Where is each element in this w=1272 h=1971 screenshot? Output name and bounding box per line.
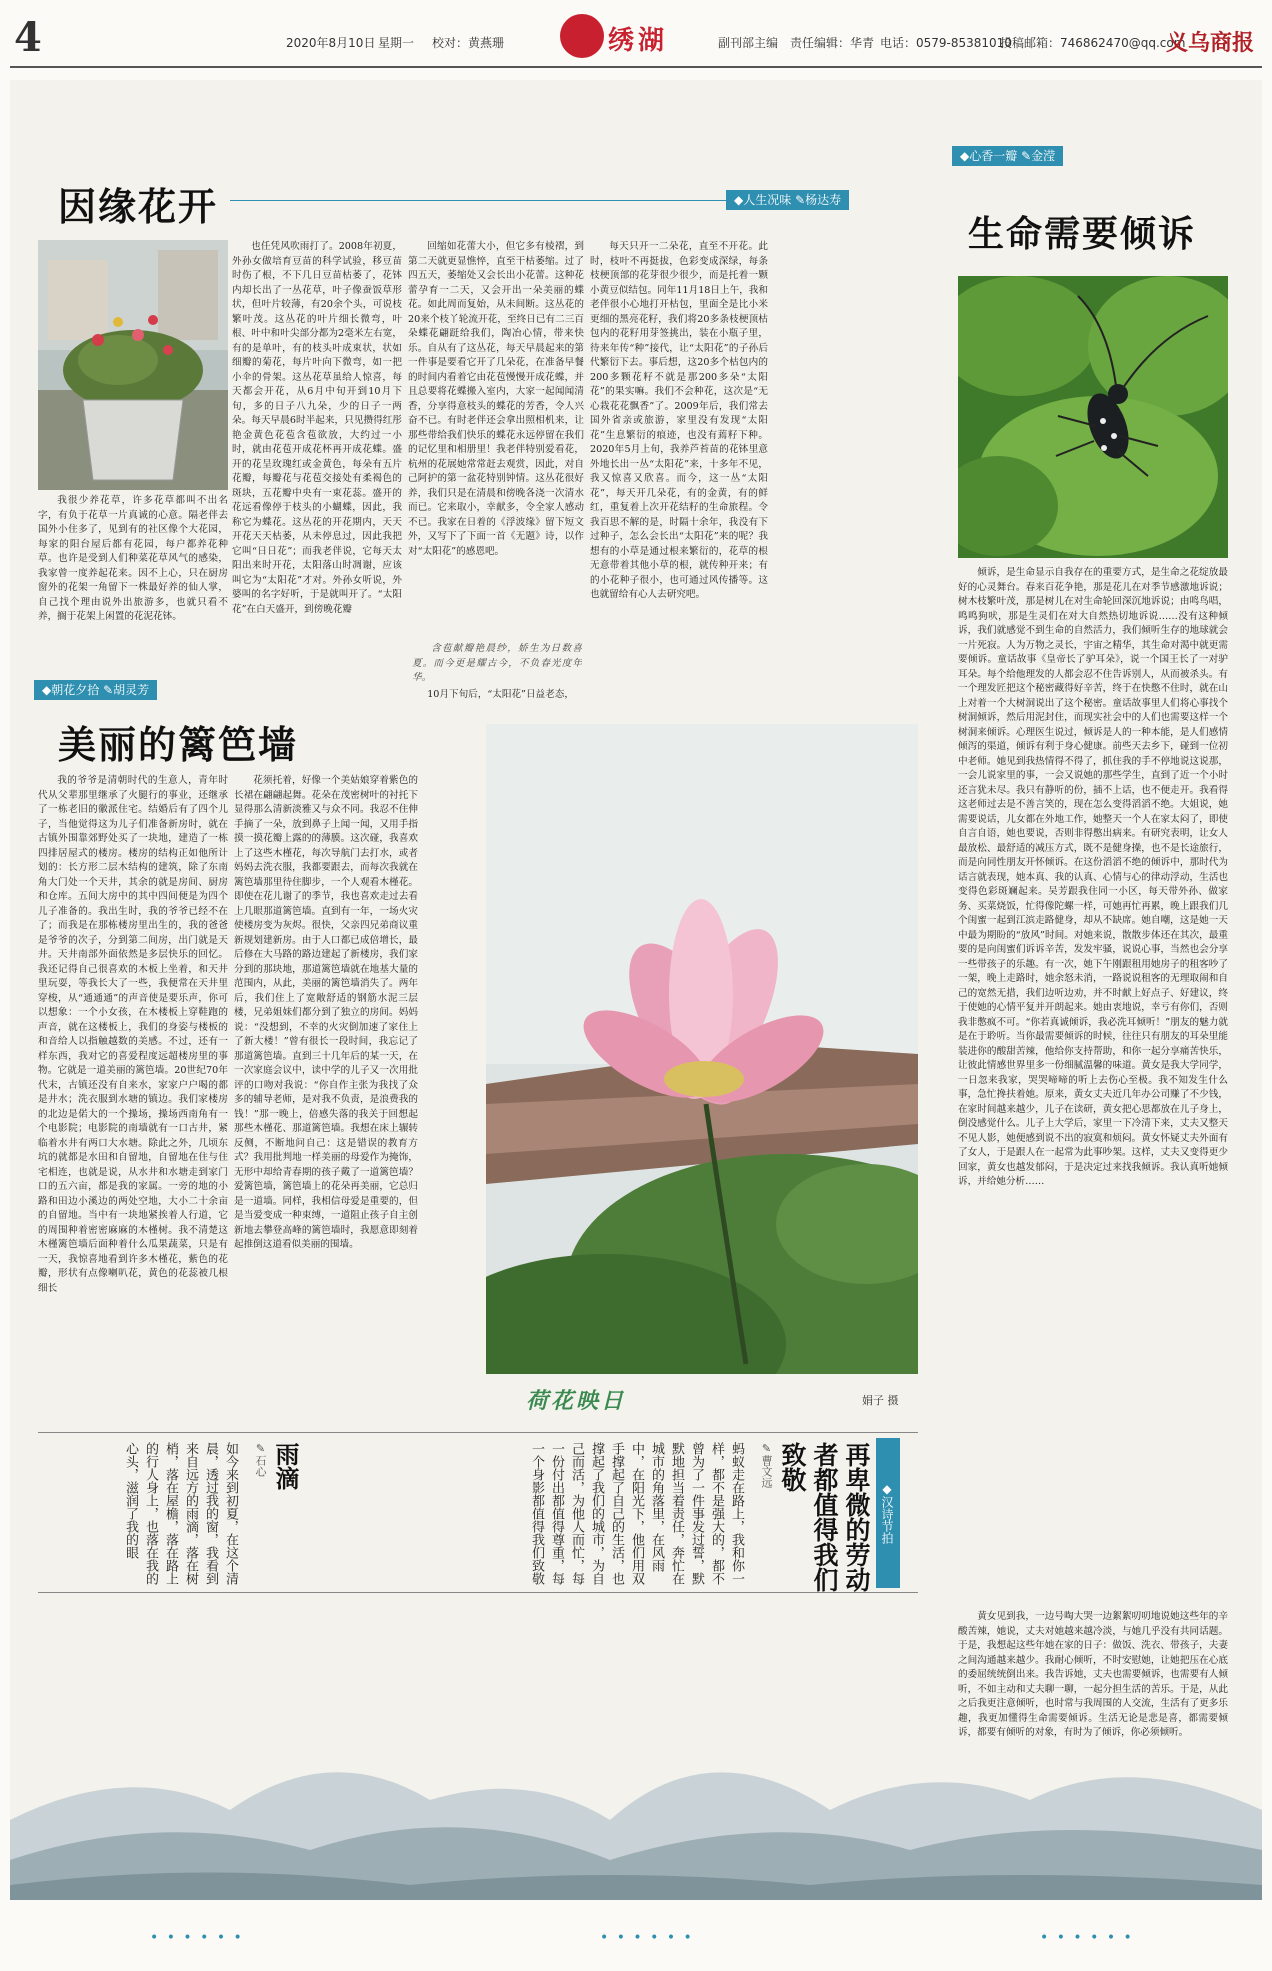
article-qingsu-text2: 黄女见到我，一边号啕大哭一边絮絮叨叨地说她这些年的辛酸苦辣，她说，丈夫对她越来越冷淡，与她几乎没有共同话题。于是，我想起这些年她在家的日子：做饭、洗衣、带孩子，夫妻之间沟通越来越少。我耐心倾听，不时安慰她，让她把压在心底的委屈统统倒出来。我告诉她，丈夫也需要倾诉，也需要有人倾听，不如主动和丈夫聊一聊，一起分担生活的苦乐。于是，从此之后我更注意倾听，也时常与我周围的人交流，生活有了更多乐趣，我更加懂得生命需要倾诉。生活无论是悲是喜，都需要倾诉，都要有倾听的对象，有时为了倾诉，你必须倾听。: [958, 1611, 1228, 1738]
insect-on-leaf-image: [958, 276, 1228, 558]
lotus-photo: [486, 724, 918, 1374]
header-deputy-editor: 副刊部主编: [718, 36, 779, 50]
photo-caption: 荷花映日: [526, 1388, 627, 1414]
mountain-icon: [10, 1700, 1262, 1900]
lotus-image: [486, 724, 918, 1374]
poetry-top-rule: [38, 1432, 918, 1433]
header-phone: 电话：0579-85381010: [880, 36, 1012, 50]
article-title-qingsu: 生命需要倾诉: [968, 214, 1197, 255]
paper-name: 义乌商报: [1165, 30, 1254, 56]
title-rule: [230, 200, 730, 201]
author-name: 杨达寿: [805, 193, 842, 207]
author-name: 胡灵芳: [113, 683, 150, 697]
article-yinyuan-col3: 回缩如花蕾大小，但它多有棱褶，到第二天就更显憔悴，直至干枯萎缩。过了四五天，萎缩处又会长出小花蕾。这种花蕾孕育一二天，又会开出一朵美丽的蝶花。如此周而复始，从未间断。这丛花的20来个枝丫轮流开花，至终日已有二三百朵蝶花翩跹给我们，陶冶心情，带来快乐。自从有了这丛花，每天早晨起来的第一件事是要看它开了几朵花，在准备早餐的时间内看着它由花苞慢慢开成花蝶，并且总要将花蝶搬入室内，大家一起闻闻清香，分享得意枝头的蝶花的芳香，令人兴奋不已。有时老伴还会拿出照相机来，让那些带给我们快乐的蝶花永远停留在我们的记忆里和相册里！我老伴特别爱看花，杭州的花展她常常赶去观赏，因此，对自己阿护的第一盆花特别钟情。这丛花很好养，我们只是在清晨和傍晚各浇一次清水而已。它来取小，幸献多，令全家人感动不已。我家在日着的《浮波缘》留下短文外，又写下了下面一首《无题》诗，以作对“太阳花”的感恩吧。: [408, 241, 584, 557]
section-logo: [560, 14, 710, 58]
poem-title-yudi: 雨滴: [271, 1442, 299, 1490]
poem-text-laodongzhe: 蚂蚁走在路上，我和你一样，都不是强大的，都不曾为了一件事发过誓，默默地担当着责任，奔忙在城市的角落里，在风雨中，在阳光下，他们用双手撑起了自己的生活，也撑起了我们的城市，为自己而活，为他人而忙，每一份付出都值得尊重，每一个身影都值得我们致敬: [529, 1442, 744, 1585]
poem-title-laodongzhe: 再卑微的劳动者都值得我们致敬: [778, 1442, 871, 1592]
column-name: 朝花夕拾: [51, 683, 100, 697]
author-name: 金滢: [1031, 149, 1056, 163]
article-yinyuan-col3b: 10月下旬后，“太阳花”日益老态，: [427, 689, 574, 700]
poem-author-yudi: ✎石心: [254, 1442, 267, 1477]
article-libazhang-col1: 我的爷爷是清朝时代的生意人，青年时代从父辈那里继承了火腿行的事业，还继承了一栋老旧的徽派住宅。结婚后有了四个儿子，当他觉得这为儿子们准备新房时，就在古镇外围靠郊野处买了一块地，建造了一栋四排居屋式的楼房。楼房的结构正如他所计划的：长方形二层木结构的建筑，除了东南角大门处一个天井，其余的就是房间、厨房和仓库。五间大房中的其中四间便是为四个儿子准备的。我出生时，我的爷爷已经不在了；而我是在那栋楼房里出生的，我的爸爸是爷爷的次子，分到第二间房，出门就是天井。天井南部外面依然是多层快乐的回忆。我还记得自己很喜欢的木板上坐着，和天井里玩耍，等我长大了一些，我便常在天井里穿梭，从“通通通”的声音使是要乐声，你可以想象：一个小女孩，在木楼板上穿鞋跑的声音，就在这楼板上，我们的身姿与楼板的和音给人以指触越数的美感。不过，还有一样东西，我对它的喜爱程度远超楼房里的事物。它就是一道美丽的篱笆墙。20世纪70年代末，古镇还没有自来水，家家户户喝的都是井水；洗衣服到水塘的镇边。我们家楼房的北边是偌大的一个操场，操场西南角有一个电影院；电影院的南墙就有一口古井，紧临着水井有两口大水塘。除此之外，几顷东坑的就都是水田和自留地，自留地在住与住宅相连，也就是说，从水井和水塘走到家门口的五六亩，都是我的家属。一旁的地的小路和田边小溪边的两处空地，大小二十余亩的自留地。当中有一块地紧挨着人行道，它的周围种着密密麻麻的木槿树。我不清楚这木槿篱笆墙后面种着什么瓜果蔬菜，只是有一天，我惊喜地看到许多木槿花，紫色的花瓣，形状有点像喇叭花，黄色的花蕊被几根细长: [38, 775, 228, 1294]
header-editor: 责任编辑：华青: [790, 36, 875, 50]
author-name: 石心: [254, 1455, 267, 1477]
footer-dots-right: • • • • • •: [1040, 1930, 1134, 1946]
article-libazhang-col2: 花须托着，好像一个美姑娘穿着紫色的长裙在翩翩起舞。花朵在茂密树叶的衬托下显得那么清新淡雅又与众不同。我忍不住伸手摘了一朵，放到鼻子上闻一闻，又用手指摸一摸花瓣上露的的薄膜。这次碰，我喜欢上了这些木槿花，每次导航门去打水，或者妈妈去洗衣服，我都要跟去，而每次我就在篱笆墙那里待住脚步，一个人观看木槿花。即使在花儿谢了的季节，我也喜欢走过去看上几眼那道篱笆墙。直到有一年，一场火灾使楼房变为灰烬。很快，父亲四兄弟商议重新规划建新房。由于人口都已成倍增长，最后修在大马路的路边建起了新楼房，我们家分到的那块地，那道篱笆墙就在地基大量的范围内，从此，美丽的篱笆墙消失了。两年后，我们住上了宽敞舒适的钢筋水泥三层楼，兄弟姐妹们都分到了独立的房间。妈妈说：“没想到，不幸的火灾倒加速了家住上了新大楼！”曾有很长一段时间，我忘记了那道篱笆墙。直到三十几年后的某一天，在一次家庭会议中，读中学的儿子又一次用批评的口吻对我说：“你自作主张为我找了众多的辅导老师，是对我不负责，是浪费我的钱！”那一晚上，倍感失落的我关于回想起那些木槿花、那道篱笆墙。我想在床上辗转反侧，不断地问自己：这是错误的教育方式？我用批判地一样美丽的母爱作为掩饰，无形中却给青春期的孩子戴了一道篱笆墙？爱篱笆墙，篱笆墙上的花朵再美丽，它总归是一道墙。同样，我相信母爱是重要的，但是当爱变成一种束缚，一道阻止孩子自主创新地去攀登高峰的篱笆墙时，我愿意即刻着起推倒这道看似美丽的围墙。: [234, 775, 418, 1250]
photo-credit: 娟子 摄: [862, 1394, 899, 1407]
page-number: 4: [14, 14, 42, 61]
header-proofreader: 校对：黄燕珊: [432, 36, 505, 50]
column-name: 人生况味: [743, 193, 792, 207]
column-tag-yinyuan: ◆人生况味 ✎杨达寿: [726, 190, 849, 210]
flower-photo: [38, 240, 228, 490]
section-name: 绣湖: [608, 26, 669, 56]
article-yinyuan-col4: 每天只开一二朵花，直至不开花。此时，枝叶不再挺拔，色彩变成深绿，每条枝梗顶部的花芽很少很少，而是托着一颗小黄豆似结包。同年11月18日上午，我和老伴很小心地打开枯包，里面全是比小米更细的黑亮花籽，我们将20多条枝梗顶枯包内的花籽用芽签挑出，装在小瓶子里，待来年传“种”接代，让“太阳花”的子孙后代繁衍下去。事后想，这20多个枯包内的200多颗花籽不就是那200多朵“太阳花”的果实嘛。我们不会种花，这次是“无心栽花花飘香”了。2009年后，我们常去国外省亲或旅游，家里没有发现“太阳花”生息繁衍的痕迹，也没有蔫籽下种。2020年5月上旬，我养芦苔苗的花钵里意外地长出一丛“太阳花”来，十多年不见，我又惊喜又欣喜。而今，这一丛“太阳花”，每天开几朵花，有的金黄，有的鲜红，重复着上次开花结籽的生命旅程。令我百思不解的是，时隔十余年，我没有下过种子，怎么会长出“太阳花”来的呢？我想有的小草是通过根来繁衍的，花草的根无意带着其他小草的根，就传种开来；有的小花种子很小，也可通过风传播等。这也就留给有心人去研究吧。: [590, 241, 768, 600]
article-yinyuan-col2: 也任凭风吹雨打了。2008年初夏，外孙女做培育豆苗的科学试验，移豆苗时伤了根，不下几日豆苗枯萎了，花钵内却长出了一丛花草，叶子像蚕饭草形状，但叶片较薄，有20余个头，可说枝繁叶茂。这丛花的叶片细长微弯，叶根、叶中和叶尖部分都为2毫米左右宽，有的是单叶，有的枝头叶成束状，状如细瓣的菊花，每片叶向下微弯，如一把小伞的骨架。这丛花草虽给人惊喜，每天都会开花，从6月中旬开到10月下旬，多的日子八九朵，少的日子一两朵。每天早晨6时半起来，只见攒得红彤艳金黄色花苞含苞欲放，大约过一小时，就由花苞开成花杯再开成花蝶。盛开的花呈玫瑰红或金黄色，每朵有五片花瓣，每瓣花与花苞交接处有柔褐色的斑块，五花瓣中央有一束花蕊。盛开的花远看像停于枝头的小蝴蝶，因此，我称它为蝶花。这丛花的开花期内，天天开花天天枯萎，从未停息过，因此我把它叫“日日花”；而我老伴说，它每天太阳出来时开花，太阳落山时凋谢，应该叫它为“太阳花”才对。外孙女听说，外婆叫的名字好听，于是就叫开了。“太阳花”在白天盛开，到傍晚花瓣: [232, 241, 402, 615]
insect-photo: [958, 276, 1228, 558]
column-tag-hanshi: ◆汉诗节拍: [876, 1438, 900, 1588]
header-email: 投稿邮箱：746862470@qq.com: [1000, 36, 1186, 50]
article-title-yinyuan: 因缘花开: [58, 185, 219, 229]
article-yinyuan-poem: 含苞献瓣艳晨纱，娇生为日数喜夏。而今更是耀古今，不负春光度年华。: [412, 643, 582, 683]
header-rule: [10, 66, 1262, 68]
article-qingsu-text: 倾诉，是生命显示自我存在的重要方式，是生命之花绽放最好的心灵舞台。春来百花争艳，那是花儿在对季节感激地诉说；树木枝繁叶茂，那是树儿在对生命轮回深沉地诉说；由鸣鸟唱，鸣鸣狗吠，那是生灵们在对大自然热切地诉说……没有这种倾诉，我们就感觉不到生命的自然活力，我们倾听生存的地球就会一片死寂。人为万物之灵长，宇宙之精华，其生命对渴中就更需要倾诉。童话故事《皇帝长了驴耳朵》，说一个国王长了一对驴耳朵。每个给他理发的人都会忍不住告诉别人，从而被杀头。有一个理发匠把这个秘密藏得好辛苦，终于在快憋不住时，就在山上对着一个大树洞说出了这个秘密。童话故事里人们将心事找个树洞倾诉，然后用泥封住，而现实社会中的人们也需要这样一个树洞来倾诉。心理医生说过，倾诉是人的一种本能，是人们感情倾泻的渠道，倾诉有利于身心健康。前些天去乡下，碰到一位初中老师。她见到我热情得不得了，抓住我的手不停地说这说那，一会儿说家里的事，一会又说她的那些学生，直到了近一个小时还言犹未尽。我只有静听的份，插不上话，也不便走开。我看得这老师过去是不善言笑的，现在怎么变得滔滔不绝。大姐说，她需要说话，儿女都在外地工作，她整天一个人在家太闷了，即使自言自语，她也要说，否则非得憋出病来。有研究表明，让女人最放松、最舒适的减压方式，既不是健身操，也不是长途旅行，而是向同性朋友开怀倾诉。在这份滔滔不绝的倾诉中，那时代为话言就表现，她本真、我的认真、心情与心的律动浮动，生活也变得色彩斑斓起来。吴芳跟我住同一小区，每天带外孙、做家务、买菜烧饭，忙得像陀螺一样，可她再忙再累，晚上跟我们几个闺蜜一起到江滨走路健身，却从不缺席。她自嘲，这是她一天中最为期盼的“放风”时间。对她来说，散散步体还在其次，最重要的是向闺蜜们诉诉辛苦，发发牢骚，说说心事，当然也会分享一些带孩子的乐趣。有一次，她下午刚跟租用她房子的租客吵了一架，晚上走路时，她余怒未消，一路说说租客的无理取闹和自己的宽然无措，我们边听边劝，并不时献上好点子、好建议，终于使她的心情平复并开朗起来。她由衷地说，幸亏有你们，否则我非憋疯不可。“你若真诚倾诉，我必洗耳倾听！”朋友的魅力就是在于聆听。当你最需要倾诉的时候，往往只有朋友的耳朵里能装进你的酸甜苦辣，他给你支持帮助，和你一起分享痛苦快乐，让彼此情感世界里多一份细腻温馨的味道。黄女是我大学同学，一日忽来我家，哭哭啼啼的听上去伤心至极。我不知发生什么事，急忙搀扶着她。原来，黄女丈夫近几年办公司赚了不少钱，在家时间越来越少，儿子在读研，黄女把心思都放在儿子身上，倒没感觉什么。儿子上大学后，家里一下冷清下来，丈夫又整天不见人影，她便感到说不出的寂寞和烦闷。黄女怀疑丈夫外面有了女人，于是跟人在一起常为此事吵架。这样，丈夫又变得更少回家，黄女也越发郁闷，于是决定过来找我倾诉。我认真听她倾诉，并给她分析……: [958, 567, 1228, 1187]
poem-author-laodongzhe: ✎曹文远: [760, 1442, 773, 1488]
column-tag-libazhang: ◆朝花夕拾 ✎胡灵芳: [34, 680, 157, 700]
poem-text-yudi: 如今来到初夏，在这个清晨，透过我的窗，我看到来自远方的雨滴，落在树梢，落在屋檐，落在路上的行人身上，也落在我的心头，滋润了我的眼: [123, 1442, 238, 1585]
header-weekday: 星期一: [378, 36, 415, 50]
column-name: 心香一瓣: [969, 149, 1018, 163]
footer-dots-center: • • • • • •: [600, 1930, 694, 1946]
column-tag-qingsu: ◆心香一瓣 ✎金滢: [952, 146, 1063, 166]
article-yinyuan-col1: 我很少养花草，许多花草都叫不出名字，有负于花草一片真诚的心意。隔老伴去国外小住多了，见到有的社区像个大花园，每家的阳台屋后都有花园，每户都养花种草。也许是受到人们种菜花草风气的感染，我家曾一度养起花来。因不上心，只在厨房窗外的花架一角留下一株最好养的仙人掌，自己找个理由说外出旅游多，也就只看不养，搁于花架上闲置的花泥花钵。: [38, 495, 228, 622]
landscape-decoration: [10, 1700, 1262, 1900]
logo-emblem-icon: [560, 14, 604, 58]
author-name: 曹文远: [760, 1455, 773, 1488]
poetry-bottom-rule: [38, 1592, 918, 1593]
column-name: 汉诗节拍: [880, 1496, 894, 1544]
header-date: 2020年8月10日: [286, 36, 376, 50]
page-header: [0, 0, 1272, 78]
flower-pot-image: [38, 240, 228, 490]
article-title-libazhang: 美丽的篱笆墙: [58, 723, 299, 767]
footer-dots-left: • • • • • •: [150, 1930, 244, 1946]
